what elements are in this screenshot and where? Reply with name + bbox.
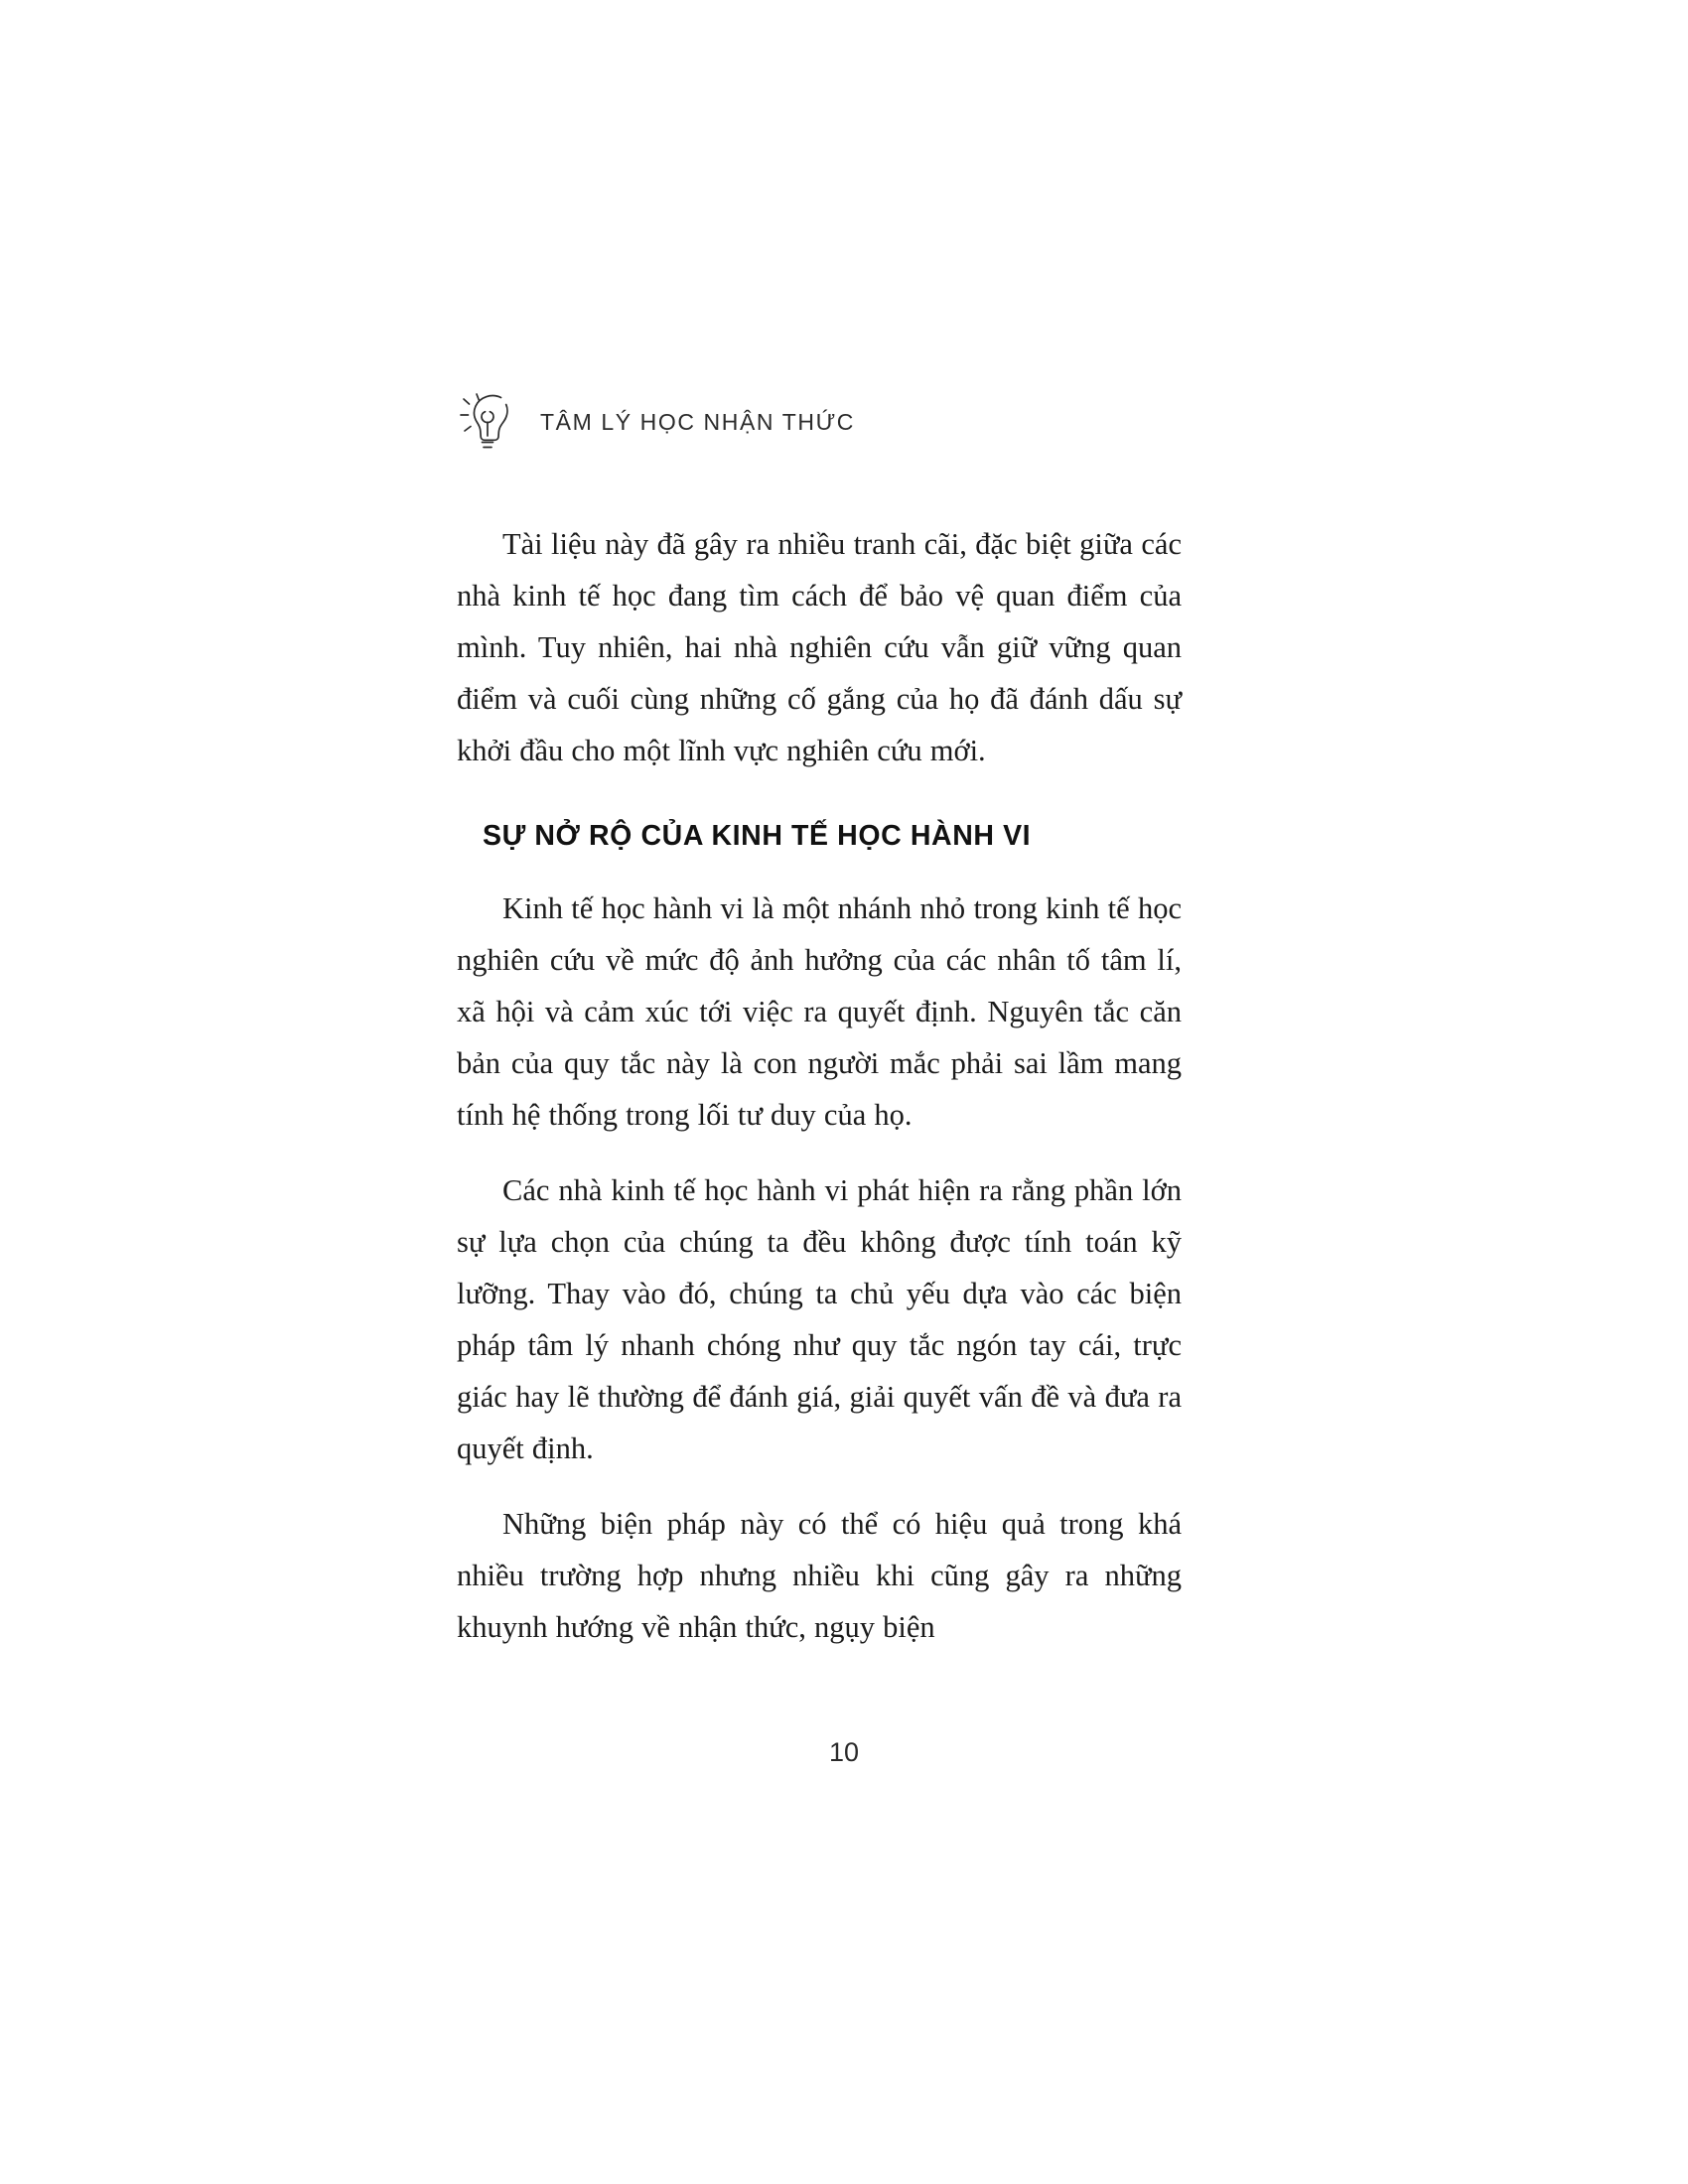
running-head-title: TÂM LÝ HỌC NHẬN THỨC (540, 408, 856, 435)
lightbulb-head-icon (457, 389, 518, 455)
paragraph: Kinh tế học hành vi là một nhánh nhỏ trong kinh tế học nghiên cứu về mức độ ảnh hưởng của các nhân tố tâm lí, xã hội và cảm xúc tới việc ra quyết định. Nguyên tắc căn bản của quy tắc này là con người mắc phải sai lầm mang tính hệ thống trong lối tư duy của họ. (457, 891, 1182, 1132)
running-head (457, 387, 1182, 457)
page-content (457, 387, 1182, 1653)
paragraph: Những biện pháp này có thể có hiệu quả trong khá nhiều trường hợp nhưng nhiều khi cũng gây ra những khuynh hướng về nhận thức, ngụy biện (457, 1507, 1182, 1644)
page-number: 10 (828, 1737, 860, 1767)
section-heading: SỰ NỞ RỘ CỦA KINH TẾ HỌC HÀNH VI (483, 820, 1032, 852)
paragraph: Tài liệu này đã gây ra nhiều tranh cãi, đặc biệt giữa các nhà kinh tế học đang tìm cách để bảo vệ quan điểm của mình. Tuy nhiên, hai nhà nghiên cứu vẫn giữ vững quan điểm và cuối cùng những cố gắng của họ đã đánh dấu sự khởi đầu cho một lĩnh vực nghiên cứu mới. (457, 527, 1182, 767)
paragraph: Các nhà kinh tế học hành vi phát hiện ra rằng phần lớn sự lựa chọn của chúng ta đều không được tính toán kỹ lưỡng. Thay vào đó, chúng ta chủ yếu dựa vào các biện pháp tâm lý nhanh chóng như quy tắc ngón tay cái, trực giác hay lẽ thường để đánh giá, giải quyết vấn đề và đưa ra quyết định. (457, 1173, 1182, 1465)
